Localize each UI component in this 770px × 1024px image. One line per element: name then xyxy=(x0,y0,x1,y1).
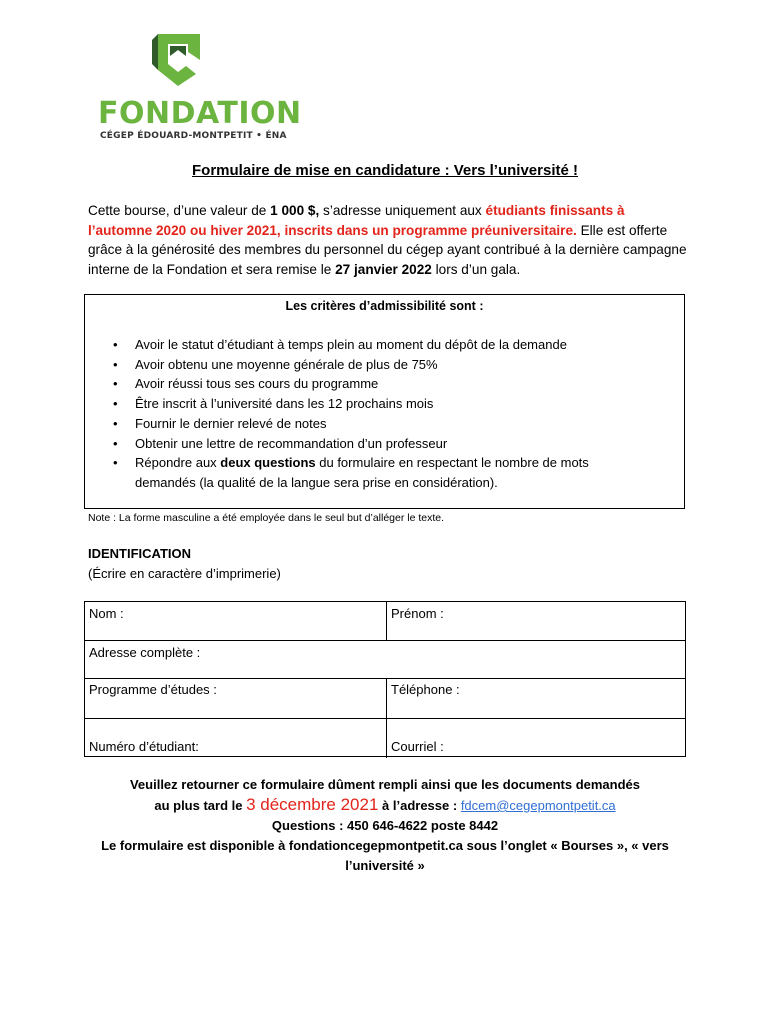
identification-title: IDENTIFICATION xyxy=(88,546,192,561)
criteria-item: • Avoir réussi tous ses cours du programme xyxy=(85,374,635,394)
footer-instructions xyxy=(0,775,770,876)
criteria-bold: deux questions xyxy=(220,455,316,471)
criteria-item: • Fournir le dernier relevé de notes xyxy=(85,414,635,434)
courriel-field[interactable]: Courriel : xyxy=(391,739,444,754)
form-divider xyxy=(85,718,685,719)
footer-text: au plus tard le xyxy=(154,798,247,813)
logo-subtitle: CÉGEP ÉDOUARD-MONTPETIT • ÉNA xyxy=(100,131,287,141)
footer-text: à l’adresse : xyxy=(378,798,461,813)
page-title: Formulaire de mise en candidature : Vers l’université ! xyxy=(192,162,578,179)
identification-subtitle: (Écrire en caractère d’imprimerie) xyxy=(88,566,281,581)
form-divider xyxy=(386,678,387,758)
form-divider xyxy=(386,602,387,640)
nom-field[interactable]: Nom : xyxy=(89,606,124,621)
intro-amount: 1 000 $, xyxy=(270,203,320,218)
email-link[interactable]: fdcem@cegepmontpetit.ca xyxy=(460,798,616,813)
criteria-item: • Avoir le statut d’étudiant à temps plein au moment du dépôt de la demande xyxy=(85,335,635,355)
prenom-field[interactable]: Prénom : xyxy=(391,606,444,621)
shield-logo-icon xyxy=(150,30,206,88)
criteria-text: du formulaire en respectant le nombre de mots demandés (la qualité de la langue sera prise en considération). xyxy=(135,455,589,490)
intro-paragraph xyxy=(88,201,688,279)
logo-wordmark: FONDATION xyxy=(98,96,302,131)
form-divider xyxy=(85,640,685,641)
intro-text-1: Cette bourse, d’une valeur de xyxy=(88,203,271,218)
intro-text-2: s’adresse uniquement aux xyxy=(319,203,486,218)
gender-note: Note : La forme masculine a été employée dans le seul but d’alléger le texte. xyxy=(88,512,445,524)
criteria-item: • Avoir obtenu une moyenne générale de plus de 75% xyxy=(85,355,635,375)
numero-etudiant-field[interactable]: Numéro d’étudiant: xyxy=(89,739,199,754)
form-divider xyxy=(85,678,685,679)
criteria-heading: Les critères d’admissibilité sont : xyxy=(285,299,484,313)
footer-line-3: Questions : 450 646-4622 poste 8442 xyxy=(271,818,499,833)
criteria-text: Répondre aux xyxy=(135,455,221,471)
intro-text-4: lors d’un gala. xyxy=(431,261,521,277)
programme-field[interactable]: Programme d’études : xyxy=(89,682,217,697)
criteria-item-questions xyxy=(85,453,635,492)
criteria-item: • Obtenir une lettre de recommandation d’un professeur xyxy=(85,434,635,454)
intro-date: 27 janvier 2022 xyxy=(335,261,432,277)
footer-line-4: Le formulaire est disponible à fondationcegepmontpetit.ca sous l’onglet « Bourses », « vers l’université » xyxy=(101,838,669,873)
criteria-box xyxy=(84,294,685,509)
adresse-field[interactable]: Adresse complète : xyxy=(89,645,201,660)
intro-highlight: étudiants finissants à l’automne 2020 ou hiver 2021, inscrits dans un programme préuniversitaire. xyxy=(88,203,625,238)
identification-form xyxy=(84,601,686,757)
intro-text-3: Elle est offerte grâce à la générosité des membres du personnel du cégep ayant contribué à la dernière campagne interne de la Fondation et sera remise le xyxy=(88,222,687,277)
criteria-item: • Être inscrit à l’université dans les 12 prochains mois xyxy=(85,394,635,414)
deadline-date: 3 décembre 2021 xyxy=(246,795,379,814)
criteria-list xyxy=(85,335,635,493)
footer-line-2 xyxy=(0,795,770,816)
footer-line-1: Veuillez retourner ce formulaire dûment rempli ainsi que les documents demandés xyxy=(129,777,641,792)
telephone-field[interactable]: Téléphone : xyxy=(391,682,460,697)
